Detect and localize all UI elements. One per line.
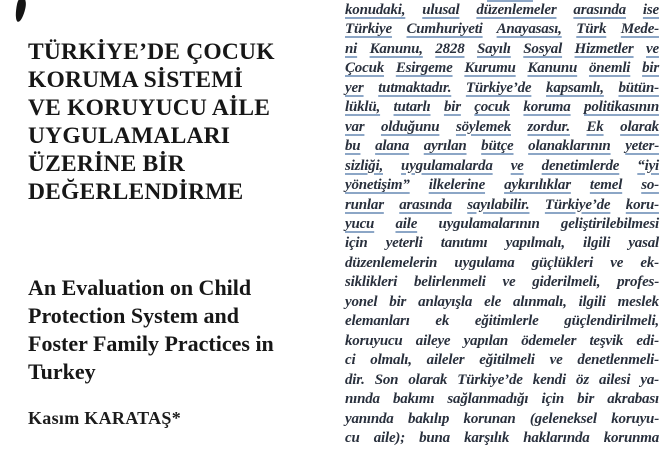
underlined-word: Türkiye	[345, 21, 392, 38]
text-line	[345, 371, 659, 390]
underlined-word: sayılabilir.	[467, 196, 530, 213]
text-line	[345, 254, 659, 273]
title-line: Protection System and	[28, 303, 240, 328]
text-line	[345, 20, 659, 39]
word: (geleneksel	[529, 410, 597, 427]
title-line: DEĞERLENDİRME	[28, 179, 244, 205]
underlined-word: Cumhuriyeti	[406, 21, 483, 38]
underlined-word: uygulamalarda	[401, 157, 493, 174]
word: profes-	[617, 274, 659, 291]
article-title-turkish	[28, 38, 318, 206]
underlined-word: ve	[510, 157, 524, 174]
underlined-word: Sosyal	[523, 40, 563, 57]
word: bir	[577, 391, 595, 408]
title-line: TÜRKİYE’DE ÇOCUK	[28, 39, 275, 65]
word: yeterli	[385, 235, 423, 252]
word: yapılan	[463, 332, 509, 349]
word: uygulamalarının	[438, 215, 540, 232]
word: olarak	[408, 371, 448, 388]
underlined-word: Kurumu	[464, 60, 516, 77]
underlined-word: düzenlemeler	[476, 2, 557, 18]
underlined-word: yönetişim”	[345, 177, 410, 194]
word: yanında	[345, 410, 394, 427]
underlined-word: konudaki,	[345, 2, 406, 18]
text-line	[345, 410, 659, 429]
word: eğitilmeli	[479, 352, 535, 369]
word: denetlenmeli-	[577, 352, 659, 369]
word: haklarında	[523, 429, 590, 446]
word: teşvik	[589, 332, 624, 349]
underlined-word: olanaklarının	[528, 138, 611, 155]
word: elemanları	[345, 313, 410, 330]
word: ek-	[640, 254, 659, 271]
underlined-word: Türkiye’de	[465, 79, 532, 96]
text-line	[345, 196, 659, 215]
article-title-english	[28, 274, 328, 386]
underlined-word: Anayasası,	[496, 21, 562, 38]
text-line	[345, 293, 659, 312]
word: yasal	[628, 235, 659, 252]
word: ek	[435, 313, 450, 330]
author-name: Kasım KARATAŞ*	[28, 408, 182, 428]
text-line	[345, 79, 659, 98]
underlined-word: temel	[589, 177, 623, 194]
word: sağlanmadığı	[447, 391, 529, 408]
underlined-word: Türk	[576, 21, 607, 38]
word: yapılmalı,	[505, 235, 565, 252]
abstract-lines	[345, 1, 659, 448]
word: ele	[484, 293, 502, 310]
word: ilgili	[583, 235, 611, 252]
text-line	[345, 1, 659, 20]
text-line	[345, 312, 659, 331]
underlined-word: alana	[375, 138, 410, 155]
text-line	[345, 273, 659, 292]
underlined-word: Çocuk	[345, 60, 385, 77]
underlined-word: runlar	[345, 196, 384, 213]
text-line	[345, 98, 659, 117]
word: güçlükleri	[531, 254, 594, 271]
word: güçlendirilmeli,	[564, 313, 659, 330]
text-line	[345, 118, 659, 137]
underlined-word: koruma	[523, 99, 571, 116]
word: öz	[576, 371, 589, 388]
title-line: Foster Family Practices in	[28, 331, 274, 356]
underlined-word: Esirgeme	[395, 60, 453, 77]
underlined-word: tutarlı	[393, 99, 431, 116]
underlined-word: “iyi	[637, 157, 659, 174]
underlined-word: bir	[443, 99, 461, 116]
word: ve	[549, 352, 563, 369]
word: cu	[345, 429, 360, 446]
underlined-word: ise	[642, 2, 659, 18]
underlined-word: sizliği,	[345, 157, 383, 174]
text-line	[345, 429, 659, 448]
word: ilgili	[578, 293, 606, 310]
word: akrabası	[607, 391, 659, 408]
underlined-word: önemli	[588, 60, 631, 77]
underlined-word: arasında	[399, 196, 452, 213]
word: belirlenmeli	[413, 274, 486, 291]
word: giderilmeli,	[532, 274, 601, 291]
underlined-word: Kanunu,	[369, 40, 423, 57]
underlined-word: Türkiye’de	[544, 196, 611, 213]
underlined-word: politikasının	[584, 99, 659, 116]
underlined-word: söylemek	[455, 118, 511, 135]
word: anlayışla	[418, 293, 473, 310]
underlined-word: denetimlerde	[541, 157, 620, 174]
word: için	[541, 391, 565, 408]
word: ya-	[640, 371, 659, 388]
word: tanıtımı	[440, 235, 488, 252]
underlined-word: yucu	[345, 215, 375, 232]
underlined-word: ayrılan	[423, 138, 467, 155]
underlined-word: Sayılı	[476, 40, 511, 57]
word: için	[345, 235, 368, 252]
word: bakımı	[392, 391, 435, 408]
word: ödemeler	[521, 332, 577, 349]
word: buna	[419, 429, 450, 446]
word: korunma	[603, 429, 659, 446]
title-line: KORUMA SİSTEMİ	[28, 67, 243, 93]
word: siklikleri	[345, 274, 398, 291]
word: bir	[389, 293, 407, 310]
title-line: ÜZERİNE BİR	[28, 151, 185, 177]
underlined-word: zordur.	[527, 118, 570, 135]
text-line	[345, 157, 659, 176]
underlined-word: olarak	[620, 118, 659, 135]
word: uygulama	[454, 254, 515, 271]
word: meslek	[617, 293, 659, 310]
underlined-word: Hizmetler	[574, 40, 634, 57]
word: koruyu-	[611, 410, 659, 427]
underlined-word: çocuk	[474, 99, 510, 116]
text-line	[345, 176, 659, 195]
underlined-word: ve	[646, 40, 659, 57]
text-line	[345, 234, 659, 253]
underlined-word: olduğunu	[380, 118, 440, 135]
text-line	[345, 390, 659, 409]
underlined-word: ilkelerine	[428, 177, 486, 194]
underlined-word: Mede-	[620, 21, 659, 38]
underlined-word: kapsamlı,	[546, 79, 604, 96]
underlined-word: bu	[345, 138, 361, 155]
word: Son	[374, 371, 399, 388]
underlined-word: tutmaktadır.	[378, 79, 452, 96]
title-line: An Evaluation on Child	[28, 275, 252, 300]
underlined-word: ulusal	[422, 2, 460, 18]
word: düzenlemelerin	[345, 254, 438, 271]
word: koruyucu	[345, 332, 403, 349]
title-line: VE KORUYUCU AİLE	[28, 95, 271, 121]
word: ailesi	[599, 371, 631, 388]
word: edi-	[636, 332, 659, 349]
underlined-word: Ek	[586, 118, 604, 135]
underlined-word: so-	[641, 177, 659, 194]
word: bakılıp	[408, 410, 450, 427]
word: karşılık	[464, 429, 510, 446]
scan-artifact-mark	[13, 0, 27, 23]
text-line	[345, 332, 659, 351]
text-line	[345, 40, 659, 59]
text-line	[345, 351, 659, 370]
word: yonel	[345, 293, 378, 310]
underlined-word: lüklü,	[345, 99, 381, 116]
underlined-word: bir	[642, 60, 659, 77]
underlined-word: Kanunu	[527, 60, 578, 77]
word: olmalı,	[370, 352, 412, 369]
word: alınmalı,	[512, 293, 567, 310]
underlined-word: yeter-	[625, 138, 659, 155]
word: geliştirilebilmesi	[560, 215, 659, 232]
text-line	[345, 59, 659, 78]
word: aile);	[373, 429, 405, 446]
underlined-word: bütçe	[481, 138, 514, 155]
underlined-word: var	[345, 118, 365, 135]
word: Türkiye’de	[457, 371, 523, 388]
underlined-word: 2828	[435, 40, 465, 57]
word: ve	[610, 254, 624, 271]
word: ve	[502, 274, 516, 291]
right-column-abstract	[345, 1, 659, 448]
word: nında	[345, 391, 380, 408]
word: aileler	[426, 352, 465, 369]
word: aileye	[415, 332, 451, 349]
word: korunan	[463, 410, 516, 427]
text-line	[345, 215, 659, 234]
word: eğitimlerle	[474, 313, 539, 330]
underlined-word: bütün-	[618, 79, 659, 96]
underlined-word: koru-	[625, 196, 659, 213]
word: dir.	[345, 371, 365, 388]
underlined-word: ni	[345, 40, 358, 57]
underlined-word: aykırılıklar	[504, 177, 571, 194]
underlined-word: arasında	[573, 2, 626, 18]
text-line	[345, 137, 659, 156]
underlined-word: aile	[395, 215, 418, 232]
word: ci	[345, 352, 356, 369]
underlined-word: yer	[345, 79, 364, 96]
title-line: Turkey	[28, 359, 96, 384]
title-line: UYGULAMALARI	[28, 123, 231, 149]
word: kendi	[532, 371, 566, 388]
